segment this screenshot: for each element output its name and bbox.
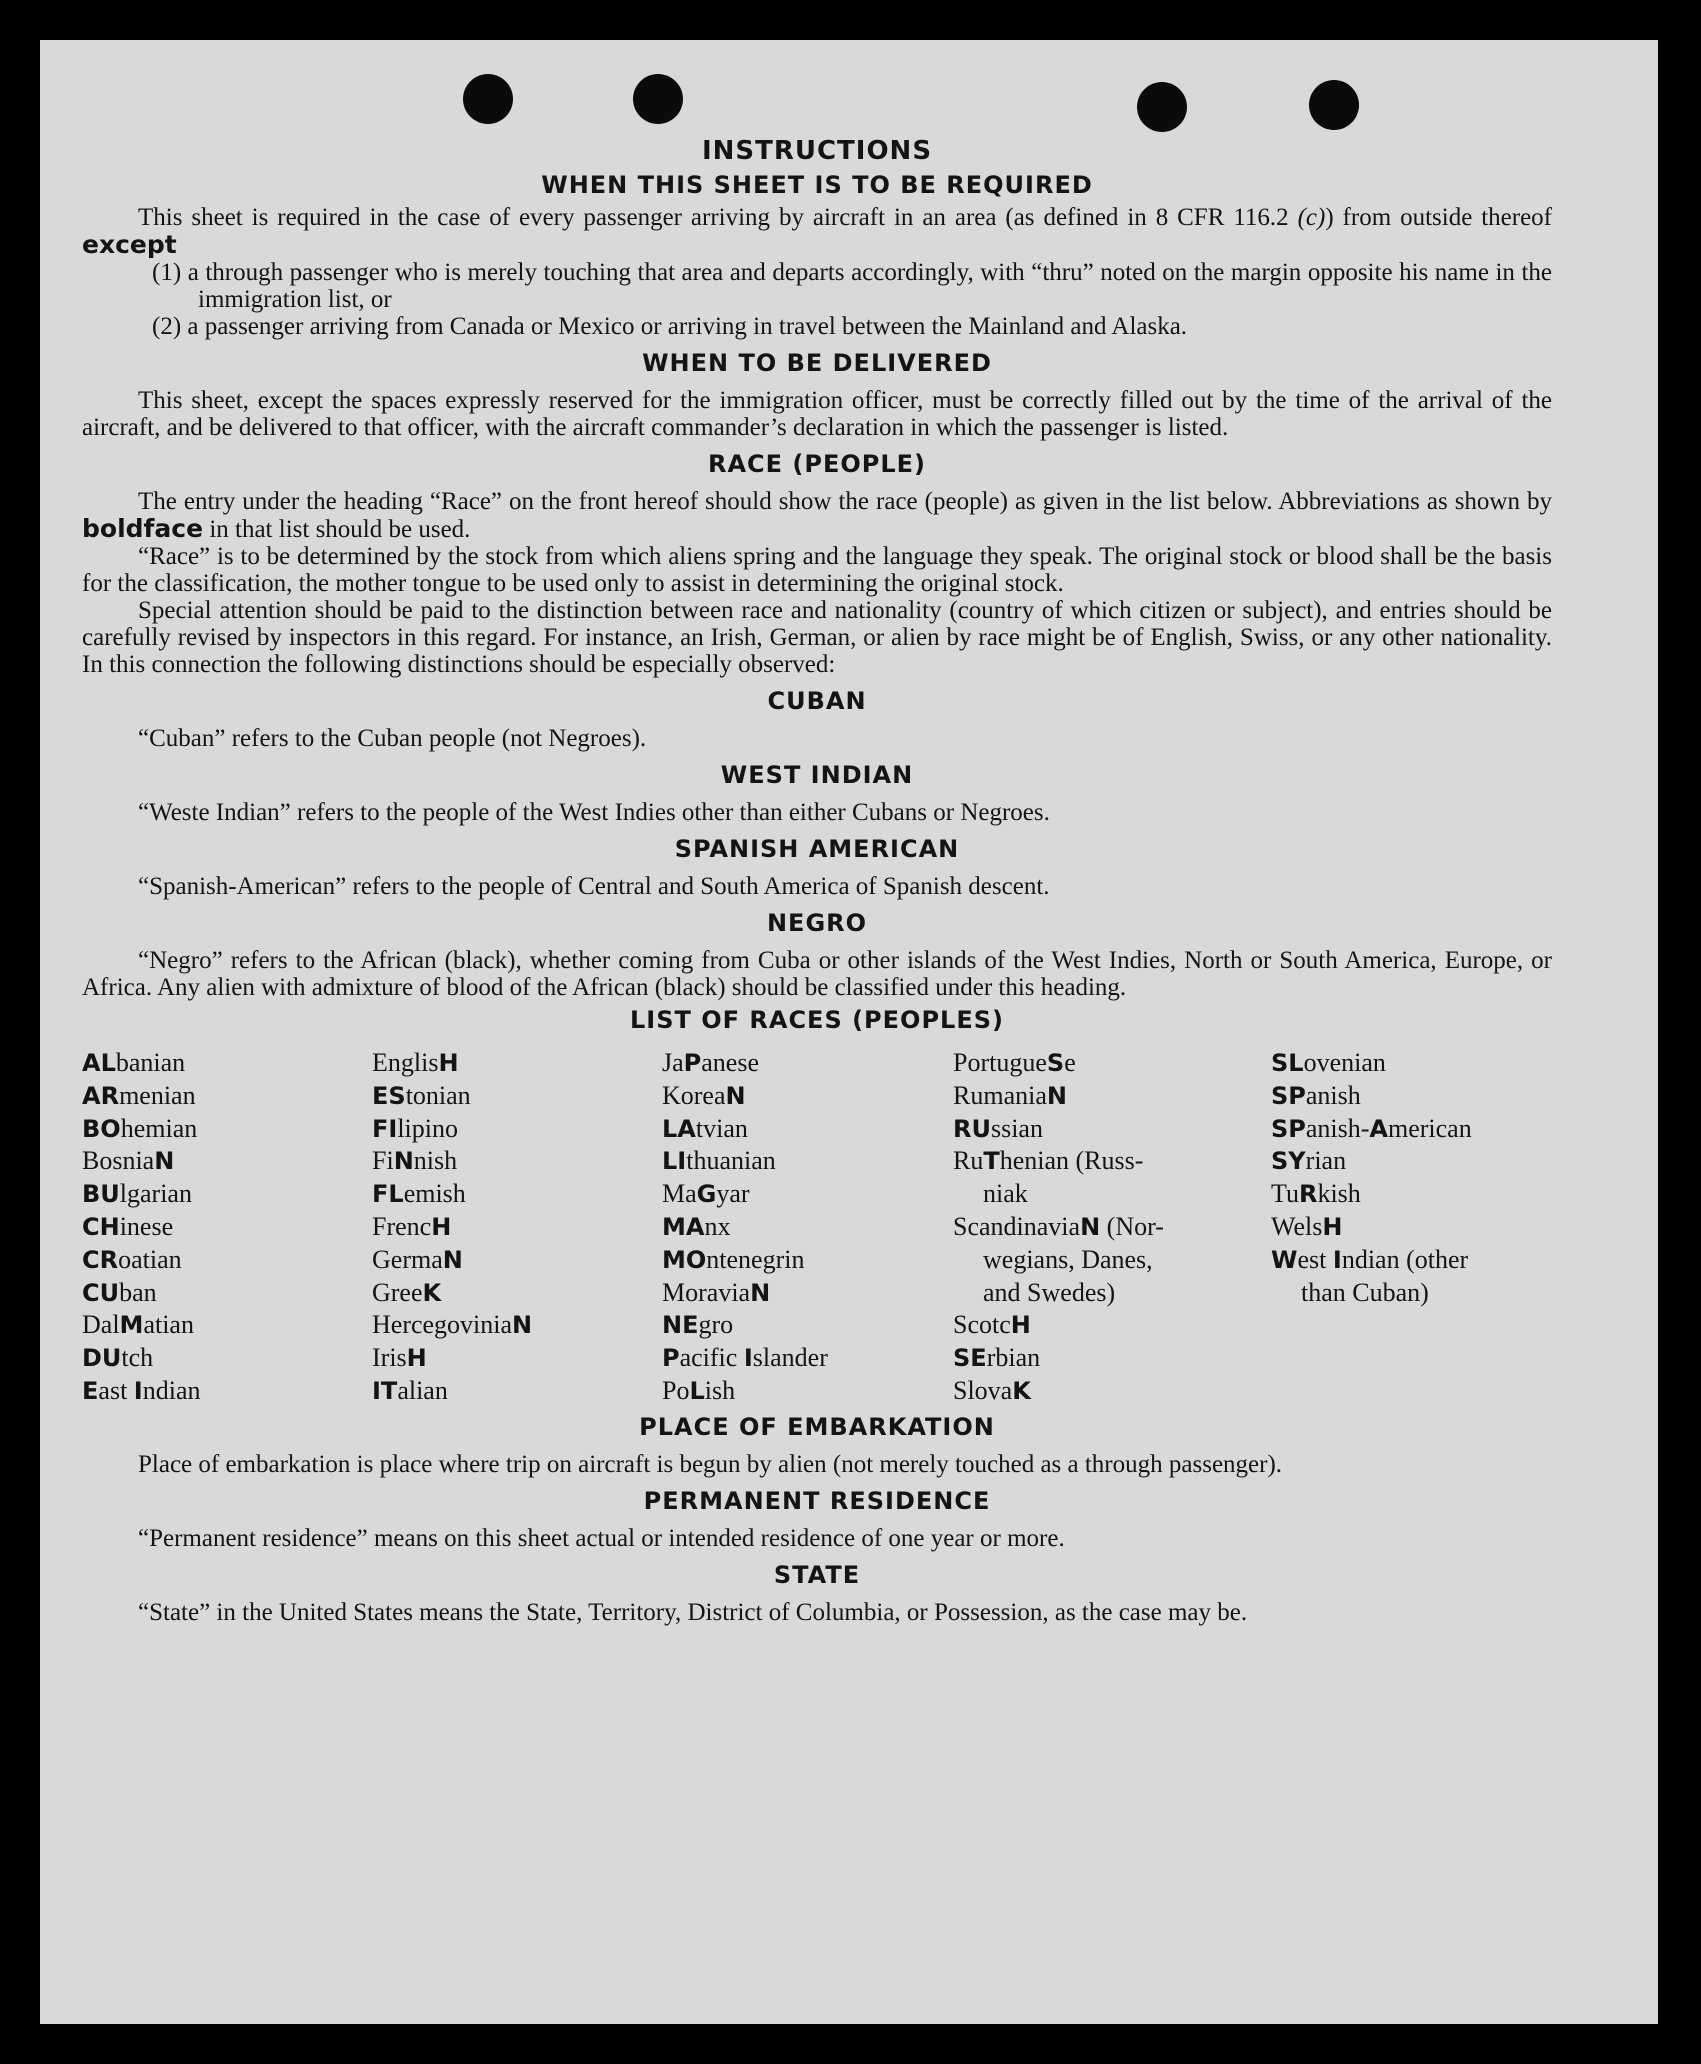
- race-entry: KoreaN: [662, 1080, 746, 1110]
- race-entry: DUtch: [82, 1343, 154, 1373]
- race-entry: SPanish-American: [1271, 1113, 1472, 1143]
- permanent-residence-text: “Permanent residence” means on this sheet actual or intended residence of one year or more.: [138, 1524, 1065, 1552]
- west-indian-text: “Weste Indian” refers to the people of the West Indies other than either Cubans or Negroes.: [138, 799, 1050, 826]
- west-indian-heading: WEST INDIAN: [720, 761, 914, 789]
- spanish-american-heading: SPANISH AMERICAN: [674, 835, 960, 863]
- race-entry: LIthuanian: [662, 1146, 776, 1176]
- race-entry: ScandinaviaN (Nor-: [953, 1211, 1164, 1241]
- race-entry: BosniaN: [82, 1146, 175, 1176]
- race-entry: ITalian: [372, 1375, 448, 1405]
- binder-hole-2: [633, 74, 683, 124]
- race-entry: ARmenian: [82, 1080, 196, 1110]
- cuban-text: “Cuban” refers to the Cuban people (not Negroes).: [138, 725, 647, 752]
- race-entry: SErbian: [953, 1343, 1041, 1373]
- race-entry: East Indian: [82, 1375, 201, 1405]
- race-entry: ScotcH: [953, 1310, 1031, 1340]
- race-entry: RuThenian (Russ-: [953, 1146, 1144, 1176]
- race-entry: LAtvian: [662, 1113, 748, 1143]
- binder-hole-1: [463, 74, 513, 124]
- state-heading: STATE: [773, 1560, 861, 1589]
- race-entry: HercegoviniaN: [372, 1310, 533, 1340]
- race-entry: SYrian: [1271, 1146, 1347, 1176]
- when-required-item-1: (1) a through passenger who is merely touching that area and departs accordingly, with “thru” noted on the margin opposite his name in the immigration list, or: [152, 259, 1552, 313]
- races-column-4: [953, 1047, 1271, 1408]
- race-entry: ALbanian: [82, 1048, 186, 1077]
- race-entry: CUban: [82, 1277, 157, 1307]
- races-list: [82, 1047, 1552, 1408]
- race-entry: SLovenian: [1271, 1048, 1386, 1077]
- cuban-heading: CUBAN: [767, 687, 867, 715]
- race-entry: SPanish: [1271, 1080, 1361, 1110]
- race-entry: PoLish: [662, 1375, 736, 1405]
- instructions-content: [82, 136, 1552, 1626]
- negro-text: “Negro” refers to the African (black), whether coming from Cuba or other islands of the West Indies, North or South America, Europe, or Africa. Any alien with admixture of blood of the African (black) should be classified under this heading.: [82, 947, 1552, 1001]
- spanish-american-text: “Spanish-American” refers to the people of Central and South America of Spanish descent.: [138, 873, 1050, 900]
- race-paragraph-2: “Race” is to be determined by the stock from which aliens spring and the language they speak. The original stock or blood shall be the basis for the classification, the mother tongue to be used only to assist in determining the original stock.: [82, 543, 1552, 597]
- race-entry: FrencH: [372, 1211, 452, 1241]
- state-text: “State” in the United States means the State, Territory, District of Columbia, or Possession, as the case may be.: [138, 1598, 1248, 1626]
- race-entry: West Indian (other: [1271, 1244, 1469, 1274]
- races-list-heading: LIST OF RACES (PEOPLES): [630, 1006, 1004, 1034]
- race-entry: BUlgarian: [82, 1179, 192, 1209]
- race-entry: MoraviaN: [662, 1277, 771, 1307]
- when-delivered-text: This sheet, except the spaces expressly reserved for the immigration officer, must be correctly filled out by the time of the arrival of the aircraft, and be delivered to that officer, with the aircraft commander’s declaration in which the passenger is listed.: [82, 387, 1552, 441]
- race-entry: EnglisH: [372, 1048, 459, 1077]
- race-entry: GreeK: [372, 1277, 442, 1307]
- race-paragraph-1: The entry under the heading “Race” on the front hereof should show the race (people) as given in the list below. Abbreviations as shown by boldface in that list should be used.: [82, 488, 1552, 543]
- binder-hole-4: [1309, 80, 1359, 130]
- race-entry: IrisH: [372, 1343, 427, 1373]
- race-entry: JaPanese: [662, 1048, 760, 1077]
- race-entry: DalMatian: [82, 1310, 194, 1340]
- permanent-residence-heading: PERMANENT RESIDENCE: [643, 1486, 991, 1515]
- when-delivered-heading: WHEN TO BE DELIVERED: [642, 349, 992, 377]
- when-required-intro: This sheet is required in the case of every passenger arriving by aircraft in an area (as defined in 8 CFR 116.2 (c)) from outside thereof except: [82, 204, 1553, 259]
- document-page: [40, 40, 1658, 2024]
- race-entry: TuRkish: [1271, 1179, 1361, 1209]
- race-entry: niak: [983, 1179, 1028, 1209]
- race-entry: and Swedes): [983, 1277, 1116, 1307]
- race-entry: RUssian: [953, 1113, 1043, 1143]
- races-column-5: [1271, 1047, 1541, 1408]
- race-entry: than Cuban): [1301, 1277, 1429, 1307]
- binder-hole-3: [1137, 82, 1187, 132]
- when-required-heading: WHEN THIS SHEET IS TO BE REQUIRED: [541, 171, 1093, 199]
- race-entry: Pacific Islander: [662, 1343, 828, 1373]
- race-entry: MOntenegrin: [662, 1244, 805, 1274]
- embarkation-heading: PLACE OF EMBARKATION: [639, 1412, 995, 1441]
- race-entry: GermaN: [372, 1244, 463, 1274]
- race-entry: SlovaK: [953, 1375, 1031, 1405]
- race-entry: CHinese: [82, 1211, 174, 1241]
- races-column-3: [662, 1047, 953, 1408]
- race-heading: RACE (PEOPLE): [707, 450, 927, 478]
- race-entry: wegians, Danes,: [983, 1244, 1153, 1274]
- race-entry: RumaniaN: [953, 1080, 1067, 1110]
- when-required-item-2: (2) a passenger arriving from Canada or Mexico or arriving in travel between the Mainland and Alaska.: [152, 313, 1188, 340]
- race-paragraph-3: Special attention should be paid to the distinction between race and nationality (country of which citizen or subject), and entries should be carefully revised by inspectors in this regard. For instance, an Irish, German, or alien by race might be of English, Swiss, or any other nationality. In this connection the following distinctions should be especially observed:: [82, 597, 1552, 678]
- embarkation-text: Place of embarkation is place where trip on aircraft is begun by alien (not merely touched as a through passenger).: [138, 1450, 1283, 1478]
- race-entry: CRoatian: [82, 1244, 182, 1274]
- races-column-1: [82, 1047, 372, 1408]
- race-entry: BOhemian: [82, 1113, 198, 1143]
- race-entry: PortugueSe: [953, 1048, 1076, 1077]
- race-entry: NEgro: [662, 1310, 734, 1340]
- instructions-title: INSTRUCTIONS: [701, 136, 933, 166]
- race-entry: FIlipino: [372, 1113, 458, 1143]
- negro-heading: NEGRO: [766, 909, 868, 937]
- race-entry: MAnx: [662, 1211, 731, 1241]
- race-entry: EStonian: [372, 1080, 471, 1110]
- race-entry: WelsH: [1271, 1211, 1343, 1241]
- race-entry: FiNnish: [372, 1146, 458, 1176]
- race-entry: FLemish: [372, 1179, 466, 1209]
- race-entry: MaGyar: [662, 1179, 750, 1209]
- races-column-2: [372, 1047, 662, 1408]
